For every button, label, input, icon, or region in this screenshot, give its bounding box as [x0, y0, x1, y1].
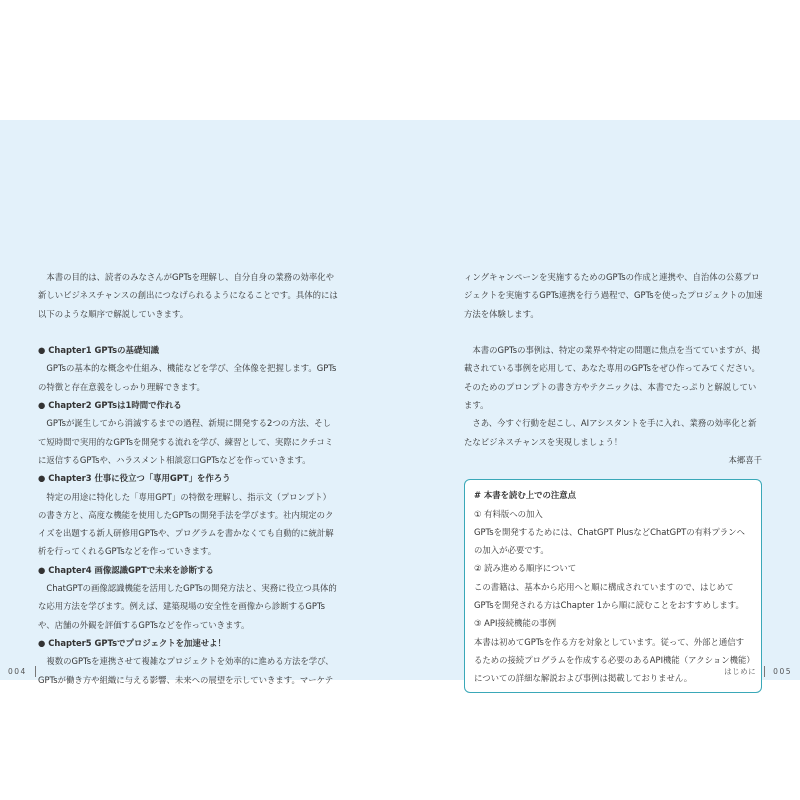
- notes-box: [464, 479, 762, 692]
- chapter-description: GPTsが誕生してから消滅するまでの過程、新規に開発する2つの方法、そして短時間で実用的なGPTsを開発する流れを学び、練習として、実際にクチコミに返信するGPTsや、ハラスメント相談窓口GPTsなどを作っていきます。: [38, 418, 334, 465]
- chapter-entry-4: [38, 561, 338, 634]
- right-page: [400, 120, 800, 684]
- chapter-title: ● Chapter2 GPTsは1時間で作れる: [38, 400, 182, 411]
- chapter-title: ● Chapter4 画像認識GPTで未来を診断する: [38, 564, 214, 575]
- paragraph-gap: [38, 323, 338, 341]
- book-spread: [0, 120, 800, 685]
- chapter-description: GPTsの基本的な概念や仕組み、機能などを学び、全体像を把握します。GPTsの特徴と存在意義をしっかり理解できます。: [38, 363, 337, 392]
- continued-paragraph: ィングキャンペーンを実施するためのGPTsの作成と連携や、自治体の公募プロジェクトを実施するGPTs連携を行う過程で、GPTsを使ったプロジェクトの加速方法を体験します。: [464, 272, 763, 319]
- left-page: [0, 120, 400, 685]
- chapter-entry-1: [38, 341, 338, 396]
- intro-paragraph: 本書の目的は、読者のみなさんがGPTsを理解し、自分自身の業務の効率化や新しいビジネスチャンスの創出につなげられるようになることです。具体的には以下のような順序で解説していきます。: [38, 272, 338, 319]
- body-paragraph: さあ、今すぐ行動を起こし、AIアシスタントを手に入れ、業務の効率化と新たなビジネスチャンスを実現しましょう！: [464, 418, 757, 447]
- chapter-title: ● Chapter1 GPTsの基礎知識: [38, 345, 160, 356]
- left-folio: [8, 666, 44, 677]
- chapter-title: ● Chapter5 GPTsでプロジェクトを加速せよ！: [38, 637, 226, 648]
- note-heading: ① 有料版への加入: [474, 508, 543, 519]
- chapter-description: 特定の用途に特化した「専用GPT」の特徴を理解し、指示文（プロンプト）の書き方と、高度な機能を使用したGPTsの開発手法を学びます。社内規定のクイズを出題する新人研修用GPTsや、プログラムを書かなくても自動的に統計解析を行ってくれるGPTsなどを作っていきます。: [38, 491, 334, 557]
- note-text: 本書は初めてGPTsを作る方を対象としています。従って、外部と通信するための接続プログラムを作成する必要のあるAPI機能（アクション機能）についての詳細な解説および事例は掲載しておりません。: [474, 636, 751, 684]
- note-text: GPTsを開発するためには、ChatGPT PlusなどChatGPTの有料プランへの加入が必要です。: [474, 526, 745, 556]
- paragraph-gap: [464, 323, 764, 341]
- left-page-text: [38, 268, 338, 689]
- page-number: 005: [773, 667, 792, 676]
- folio-divider: [764, 666, 765, 677]
- note-text: この書籍は、基本から応用へと順に構成されていますので、はじめてGPTsを開発される方はChapter 1から順に読むことをおすすめします。: [474, 581, 744, 611]
- author-name: 本郷喜千: [728, 454, 762, 465]
- note-heading: ③ API接続機能の事例: [474, 618, 557, 629]
- folio-divider: [35, 666, 36, 677]
- note-heading: ② 読み進める順序について: [474, 563, 577, 574]
- chapter-entry-3: [38, 469, 338, 560]
- body-paragraph: 本書のGPTsの事例は、特定の業界や特定の問題に焦点を当てていますが、掲載されている事例を応用して、あなた専用のGPTsをぜひ作ってみてください。そのためのプロンプトの書き方やテクニックは、本書でたっぷりと解説しています。: [464, 345, 761, 411]
- chapter-title: ● Chapter3 仕事に役立つ「専用GPT」を作ろう: [38, 473, 231, 484]
- page-number: 004: [8, 667, 27, 676]
- chapter-entry-2: [38, 396, 338, 469]
- running-head: はじめに: [724, 667, 757, 676]
- chapter-entry-5: [38, 634, 338, 689]
- right-page-text: [464, 268, 764, 693]
- chapter-description: ChatGPTの画像認識機能を活用したGPTsの開発方法と、実務に役立つ具体的な応用方法を学びます。例えば、建築現場の安全性を画像から診断するGPTsや、店舗の外観を評価するGPTsなどを作っていきます。: [38, 583, 337, 630]
- notes-title: # 本書を読む上での注意点: [474, 490, 577, 501]
- chapter-description: 複数のGPTsを連携させて複雑なプロジェクトを効率的に進める方法を学び、GPTsが働き方や組織に与える影響、未来への展望を示していきます。マーケテ: [38, 656, 334, 685]
- right-folio: [724, 666, 792, 677]
